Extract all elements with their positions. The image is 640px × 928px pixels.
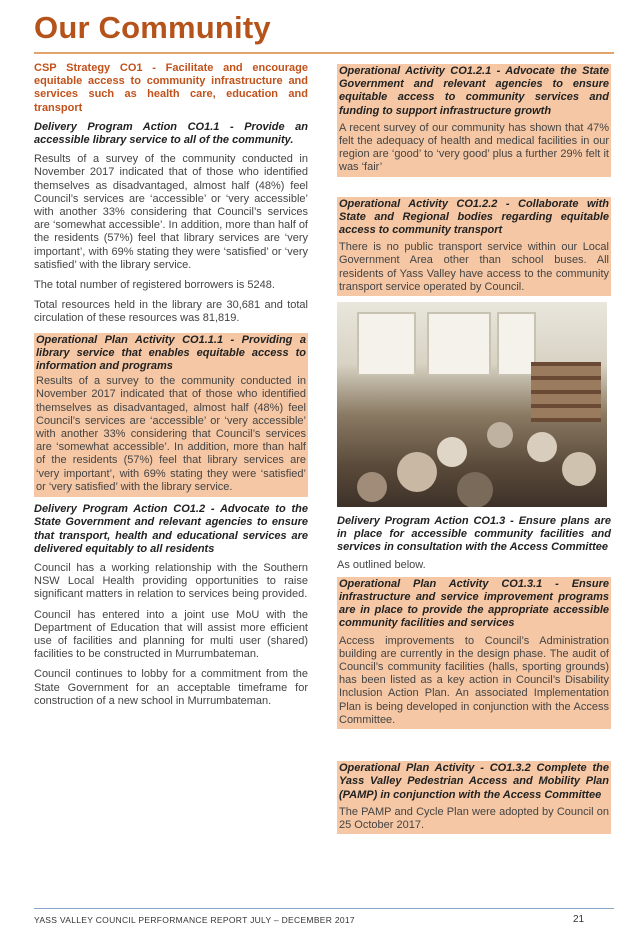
title-divider xyxy=(34,52,614,54)
left-column xyxy=(34,62,308,715)
page-title: Our Community xyxy=(34,10,271,45)
op-co1-3-2-block xyxy=(337,761,611,834)
photo-person xyxy=(562,452,596,486)
photo-person xyxy=(457,472,493,507)
strategy-heading: CSP Strategy CO1 - Facilitate and encourage equitable access to community infrastructure and services such as health care, education and transport xyxy=(34,62,308,114)
op-co1-2-1-heading: Operational Activity CO1.2.1 - Advocate the State Government and relevant agencies to ensure equitable access to community services and funding to support infrastructure growth xyxy=(339,65,609,117)
op-co1-2-2-text: There is no public transport service within our Local Government Area other than school buses. All residents of Yass Valley have access to the community transport service operated by Council. xyxy=(339,241,609,293)
photo-person xyxy=(487,422,513,448)
action-co1-1-paragraph-1: Results of a survey of the community conducted in November 2017 indicated that of those who identified themselves as disadvantaged, almost half (48%) feel Council’s services are ‘accessible’ or ‘very accessible’ with another 33% considering that Council’s services are ‘somewhat accessible’. In addition, more than half of the residents (57%) feel that library services are ‘very important’, with 69% stating they were ‘satisfied’ or ‘very satisfied’ with the library service. xyxy=(34,153,308,271)
photo-person xyxy=(357,472,387,502)
community-meeting-photo xyxy=(337,302,607,507)
action-co1-1-heading: Delivery Program Action CO1.1 - Provide an accessible library service to all of the community. xyxy=(34,120,308,147)
action-co1-2-paragraph-2: Council has entered into a joint use MoU with the Department of Education that will assist more efficient use of facilities and planning for multi user (shared) facilities to be constructed in Murrumbateman. xyxy=(34,608,308,661)
action-co1-1-paragraph-3: Total resources held in the library are 30,681 and total circulation of these resources was 81,819. xyxy=(34,299,308,325)
photo-person xyxy=(437,437,467,467)
action-co1-3-text: As outlined below. xyxy=(337,558,426,571)
op-co1-1-1-heading: Operational Plan Activity CO1.1.1 - Providing a library service that enables equitable access to information and programs xyxy=(36,333,306,373)
op-co1-1-1-text: Results of a survey to the community conducted in November 2017 indicated that of those who identified themselves as disadvantaged, almost half (48%) feel Council’s services are ‘accessible’ or ‘very accessible’ with another 33% considering that Council’s services are ‘somewhat accessible’. In addition, more than half of the residents (57%) feel that library services are ‘very important’, with 69% stating they were ‘satisfied’ or ‘very satisfied’ with the library service. xyxy=(36,375,306,493)
op-co1-3-1-block xyxy=(337,577,611,729)
page-number: 21 xyxy=(573,914,585,925)
op-co1-2-2-heading: Operational Activity CO1.2.2 - Collaborate with State and Regional bodies regarding equitable access to community transport xyxy=(339,197,609,237)
photo-window xyxy=(357,312,416,376)
footer-text: YASS VALLEY COUNCIL PERFORMANCE REPORT JULY – DECEMBER 2017 xyxy=(34,915,355,925)
photo-person xyxy=(397,452,437,492)
footer-divider xyxy=(34,908,614,909)
op-co1-3-1-heading: Operational Plan Activity CO1.3.1 - Ensure infrastructure and service improvement programs are in place to provide the appropriate accessible community facilities and services xyxy=(339,577,609,630)
op-co1-2-1-text: A recent survey of our community has shown that 47% felt the adequacy of health and medical facilities in our region are ‘good’ to ‘very good’ plus a further 29% felt it was ‘fair’ xyxy=(339,121,609,174)
action-co1-1-paragraph-2: The total number of registered borrowers is 5248. xyxy=(34,279,275,292)
action-co1-2-paragraph-3: Council continues to lobby for a commitment from the State Government for an acceptable timeframe for construction of a new school in Murrumbateman. xyxy=(34,668,308,707)
photo-person xyxy=(527,432,557,462)
op-co1-2-1-block xyxy=(337,64,611,177)
photo-window xyxy=(427,312,491,376)
op-co1-3-2-heading: Operational Plan Activity - CO1.3.2 Complete the Yass Valley Pedestrian Access and Mobility Plan (PAMP) in conjunction with the Access Committee xyxy=(339,762,609,801)
action-co1-3-heading: Delivery Program Action CO1.3 - Ensure plans are in place for accessible community facilities and services in consultation with the Access Committee xyxy=(337,515,611,554)
op-co1-2-2-block xyxy=(337,197,611,296)
action-co1-2-heading: Delivery Program Action CO1.2 - Advocate to the State Government and relevant agencies to ensure that transport, health and educational services are delivered equitably to all residents xyxy=(34,503,308,555)
photo-bookshelf xyxy=(531,362,601,422)
op-co1-1-1-block xyxy=(34,333,308,497)
op-co1-3-1-text: Access improvements to Council’s Administration building are currently in the design phase. The audit of Council’s community facilities (halls, sporting grounds) has been listed as a key action in Council’s Disability Inclusion Action Plan. An associated Implementation Plan is being developed in conjunction with the Access Committee. xyxy=(339,634,609,726)
action-co1-2-paragraph-1: Council has a working relationship with the Southern NSW Local Health providing opportunities to raise significant matters in relation to services being provided. xyxy=(34,561,308,601)
right-column xyxy=(337,64,611,834)
op-co1-3-2-text: The PAMP and Cycle Plan were adopted by Council on 25 October 2017. xyxy=(339,805,609,831)
